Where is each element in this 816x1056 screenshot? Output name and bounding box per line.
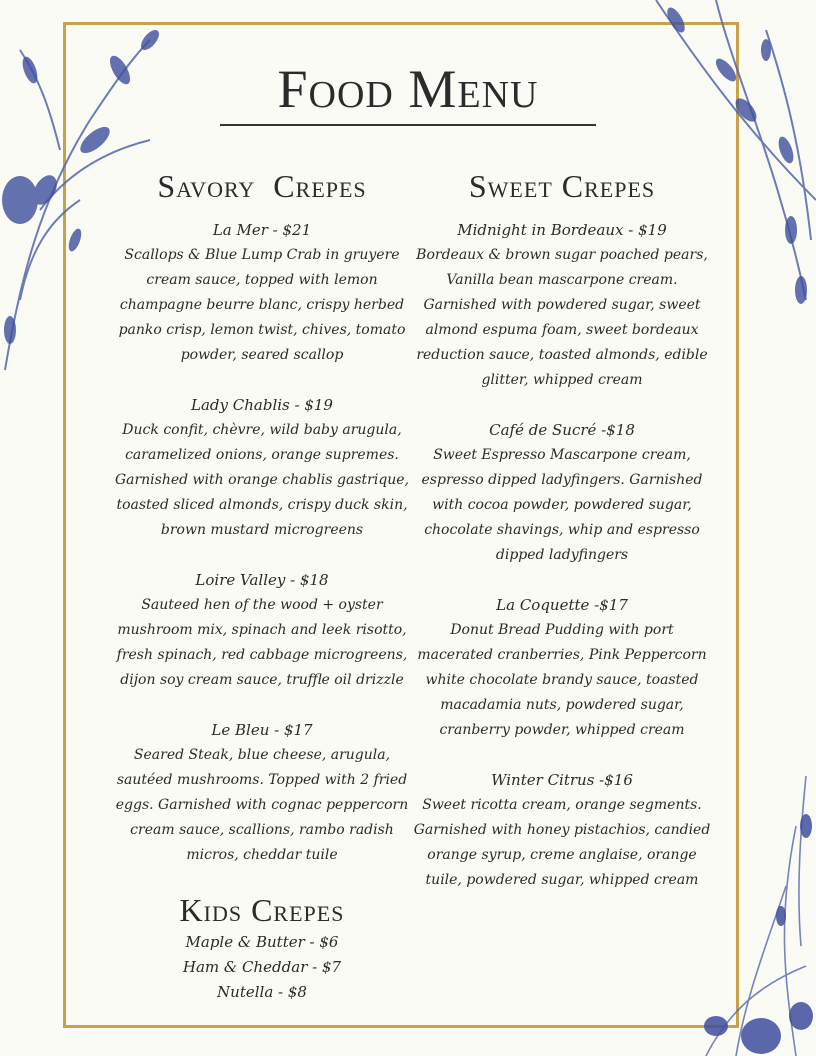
- item-description: Sweet ricotta cream, orange segments. Garnished with honey pistachios, candied orange syrup, creme anglaise, orange tuile, powdered sugar, whipped cream: [413, 797, 711, 888]
- item-name: Midnight in Bordeaux - $19: [457, 221, 667, 239]
- menu-item: [112, 218, 412, 368]
- item-name: Winter Citrus -$16: [491, 771, 633, 789]
- item-name: La Coquette -$17: [496, 596, 628, 614]
- item-description: Duck confit, chèvre, wild baby arugula, caramelized onions, orange supremes. Garnished with orange chablis gastrique, toasted sliced almonds, crispy duck skin, brown mustard microgreens: [114, 422, 410, 538]
- menu-item: [112, 568, 412, 693]
- item-name: Loire Valley - $18: [195, 571, 329, 589]
- item-description: Bordeaux & brown sugar poached pears, Vanilla bean mascarpone cream. Garnished with powdered sugar, sweet almond espuma foam, sweet bordeaux reduction sauce, toasted almonds, edible glitter, whipped cream: [416, 247, 708, 388]
- kids-item: Maple & Butter - $6: [185, 933, 339, 951]
- sweet-column: [412, 168, 712, 918]
- menu-item: [412, 768, 712, 893]
- kids-section: [112, 892, 412, 1005]
- savory-heading: Savory Crepes: [157, 168, 367, 204]
- savory-column: [112, 168, 412, 893]
- item-description: Sauteed hen of the wood + oyster mushroom mix, spinach and leek risotto, fresh spinach, red cabbage microgreens, dijon soy cream sauce, truffle oil drizzle: [116, 597, 408, 688]
- item-description: Donut Bread Pudding with port macerated cranberries, Pink Peppercorn white chocolate brandy sauce, toasted macadamia nuts, powdered sugar, cranberry powder, whipped cream: [417, 622, 707, 738]
- menu-item: [112, 718, 412, 868]
- kids-heading: Kids Crepes: [179, 892, 345, 928]
- item-description: Scallops & Blue Lump Crab in gruyere cream sauce, topped with lemon champagne beurre blanc, crispy herbed panko crisp, lemon twist, chives, tomato powder, seared scallop: [118, 247, 406, 363]
- menu-item: [412, 593, 712, 743]
- item-name: Café de Sucré -$18: [489, 421, 635, 439]
- item-name: La Mer - $21: [212, 221, 312, 239]
- kids-item: Nutella - $8: [217, 983, 307, 1001]
- menu-item: [112, 393, 412, 543]
- item-name: Lady Chablis - $19: [191, 396, 333, 414]
- sweet-heading: Sweet Crepes: [468, 168, 656, 204]
- menu-title: Food Menu: [277, 59, 539, 119]
- menu-item: [412, 418, 712, 568]
- kids-item: Ham & Cheddar - $7: [182, 958, 342, 976]
- title-underline: [220, 124, 596, 126]
- item-description: Sweet Espresso Mascarpone cream, espresso dipped ladyfingers. Garnished with cocoa powder, powdered sugar, chocolate shavings, whip and espresso dipped ladyfingers: [421, 447, 703, 563]
- item-description: Seared Steak, blue cheese, arugula, sautéed mushrooms. Topped with 2 fried eggs. Garnished with cognac peppercorn cream sauce, scallions, rambo radish micros, cheddar tuile: [115, 747, 409, 863]
- item-name: Le Bleu - $17: [211, 721, 313, 739]
- menu-item: [412, 218, 712, 393]
